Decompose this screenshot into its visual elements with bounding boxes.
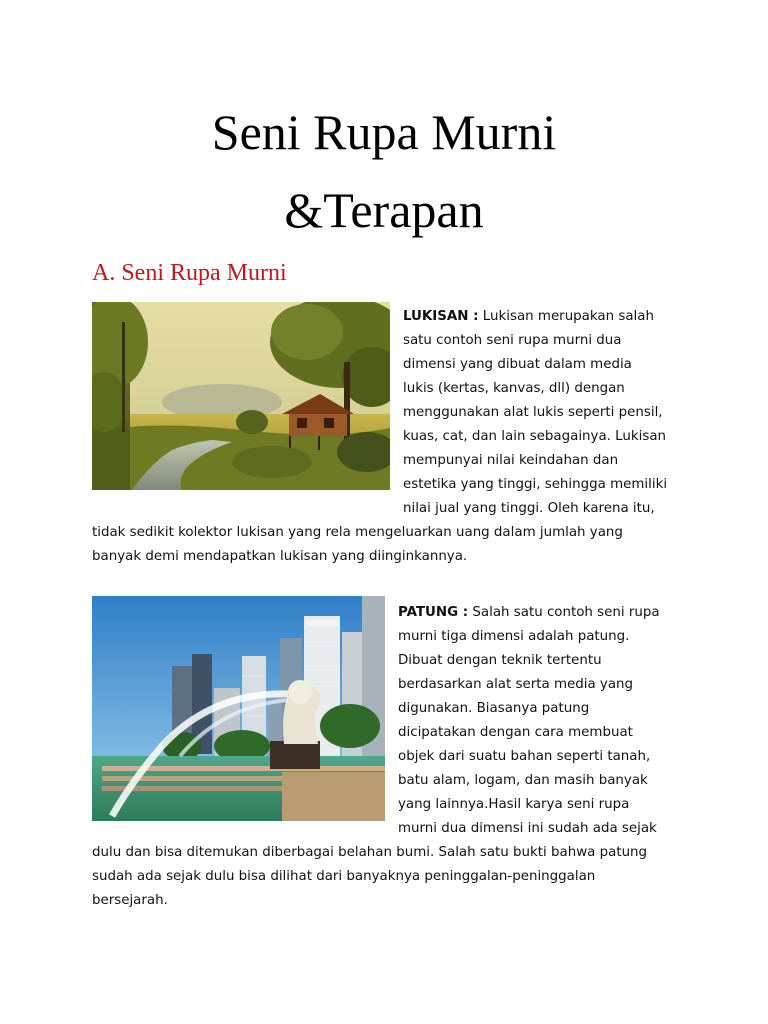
lukisan-line-3: dimensi yang dibuat dalam media [403, 357, 632, 372]
patung-line-8: batu alam, logam, dan masih banyak [398, 773, 648, 788]
patung-line-12: sudah ada sejak dulu bisa dilihat dari banyaknya peninggalan-peninggalan [92, 869, 596, 884]
patung-line-1-text: Salah satu contoh seni rupa [468, 605, 660, 620]
lukisan-line-6: kuas, cat, dan lain sebagainya. Lukisan [403, 429, 667, 444]
lukisan-line-7: mempunyai nilai keindahan dan [403, 453, 619, 468]
lukisan-line-10: tidak sedikit kolektor lukisan yang rela mengeluarkan uang dalam jumlah yang [92, 525, 623, 540]
lukisan-line-4: lukis (kertas, kanvas, dll) dengan [403, 381, 625, 396]
patung-line-4: berdasarkan alat serta media yang [398, 677, 634, 692]
patung-line-9: yang lainnya.Hasil karya seni rupa [398, 797, 630, 812]
lukisan-line-1-text: Lukisan merupakan salah [478, 309, 654, 324]
lukisan-line-9: nilai jual yang tinggi. Oleh karena itu, [403, 501, 655, 516]
patung-line-5: digunakan. Biasanya patung [398, 701, 590, 716]
section-heading: A. Seni Rupa Murni [92, 260, 287, 286]
landscape-painting-image [92, 302, 390, 490]
lukisan-line-8: estetika yang tinggi, sehingga memiliki [403, 477, 668, 492]
patung-line-10: murni dua dimensi ini sudah ada sejak [398, 821, 657, 836]
merlion-statue-image [92, 596, 385, 821]
patung-line-2: murni tiga dimensi adalah patung. [398, 629, 630, 644]
patung-line-11: dulu dan bisa ditemukan diberbagai belahan bumi. Salah satu bukti bahwa patung [92, 845, 648, 860]
patung-line-13: bersejarah. [92, 893, 168, 908]
lukisan-line-11: banyak demi mendapatkan lukisan yang diinginkannya. [92, 549, 468, 564]
lukisan-line-2: satu contoh seni rupa murni dua [403, 333, 622, 348]
lukisan-line-1 [403, 308, 654, 325]
lukisan-line-5: menggunakan alat lukis seperti pensil, [403, 405, 663, 420]
patung-line-6: dicipatakan dengan cara membuat [398, 725, 633, 740]
patung-line-7: objek dari suatu bahan seperti tanah, [398, 749, 651, 764]
lukisan-term: LUKISAN : [403, 309, 479, 324]
document-title-line-1: Seni Rupa Murni [211, 104, 557, 160]
patung-term: PATUNG : [398, 605, 469, 620]
document-title-line-2: &Terapan [284, 182, 484, 238]
patung-line-3: Dibuat dengan teknik tertentu [398, 653, 602, 668]
patung-line-1 [398, 604, 660, 621]
